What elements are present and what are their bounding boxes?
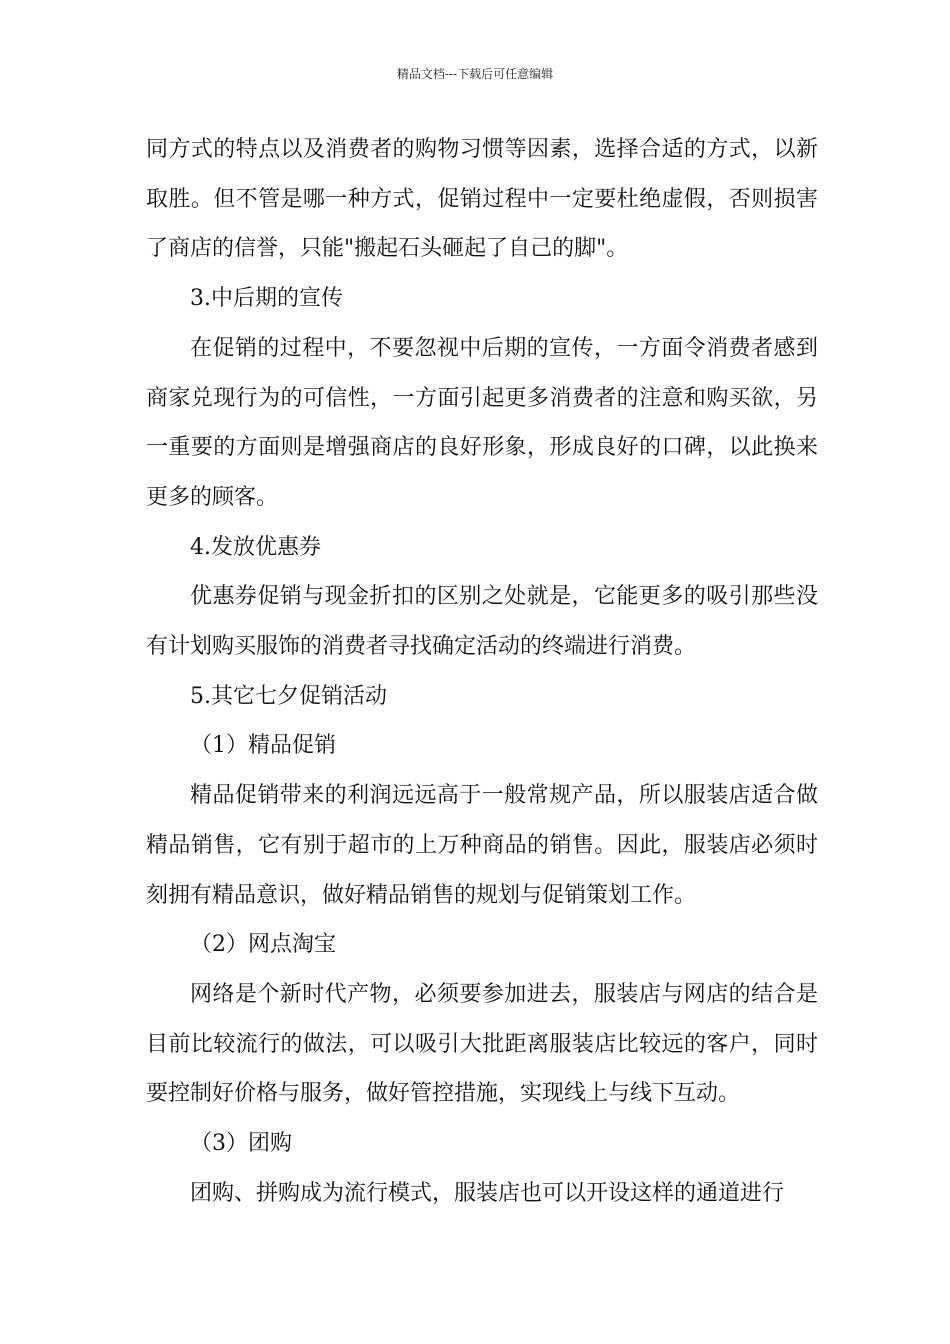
- paragraph-group-buying: 团购、拼购成为流行模式，服装店也可以开设这样的通道进行: [190, 1180, 785, 1206]
- paragraph-continuation: 同方式的特点以及消费者的购物习惯等因素，选择合适的方式，以新取胜。但不管是哪一种方式，促销过程中一定要杜绝虚假，否则损害了商店的信誉，只能"搬起石头砸起了自己的脚"。: [146, 137, 818, 262]
- section-heading-3: 3.中后期的宣传: [190, 286, 343, 312]
- document-body: [146, 125, 818, 1218]
- subheading-1: （1）精品促销: [190, 733, 336, 759]
- paragraph-midlate-promotion: 在促销的过程中，不要忽视中后期的宣传，一方面令消费者感到商家兑现行为的可信性，一方面引起更多消费者的注意和购买欲，另一重要的方面则是增强商店的良好形象，形成良好的口碑，以此换来更多的顾客。: [146, 335, 818, 510]
- paragraph-coupons: 优惠券促销与现金折扣的区别之处就是，它能更多的吸引那些没有计划购买服饰的消费者寻找确定活动的终端进行消费。: [146, 584, 818, 660]
- section-heading-4: 4.发放优惠券: [190, 534, 321, 560]
- paragraph-premium-products: 精品促销带来的利润远远高于一般常规产品，所以服装店适合做精品销售，它有别于超市的上万种商品的销售。因此，服装店必须时刻拥有精品意识，做好精品销售的规划与促销策划工作。: [146, 783, 818, 908]
- section-heading-5: 5.其它七夕促销活动: [190, 683, 387, 709]
- paragraph-online-store: 网络是个新时代产物，必须要参加进去，服装店与网店的结合是目前比较流行的做法，可以吸引大批距离服装店比较远的客户，同时要控制好价格与服务，做好管控措施，实现线上与线下互动。: [146, 981, 818, 1107]
- subheading-2: （2）网点淘宝: [190, 932, 336, 958]
- page-header: 精品文档---下载后可任意编辑: [396, 67, 554, 81]
- subheading-3: （3）团购: [190, 1131, 292, 1157]
